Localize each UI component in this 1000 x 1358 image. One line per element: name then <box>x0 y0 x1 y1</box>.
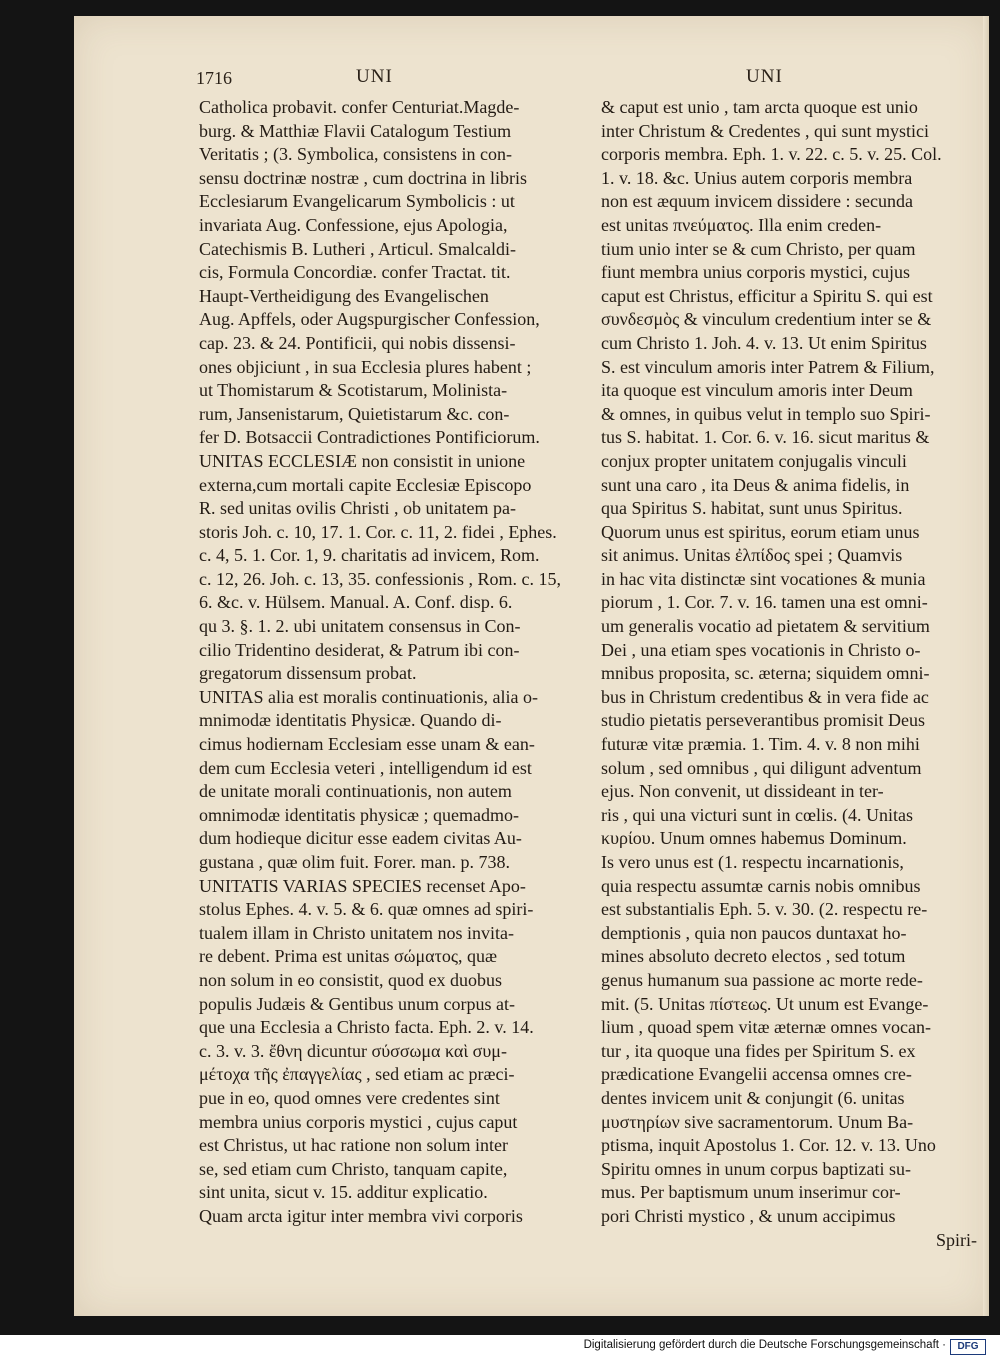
text-line: Aug. Apffels, oder Augspurgischer Confession, <box>199 309 540 330</box>
text-line: stolus Ephes. 4. v. 5. & 6. quæ omnes ad spiri- <box>199 899 534 920</box>
text-line: invariata Aug. Confessione, ejus Apologia, <box>199 214 508 235</box>
text-line: Ecclesiarum Evangelicarum Symbolicis : ut <box>199 191 515 212</box>
text-line: de unitate morali continuationis, non autem <box>199 781 512 802</box>
text-line: Spiritu omnes in unum corpus baptizati su- <box>601 1158 911 1179</box>
text-line: dum hodieque dicitur esse eadem civitas Au- <box>199 828 522 849</box>
text-line: prædicatione Evangelii accensa omnes cre- <box>601 1064 912 1085</box>
text-line: ita quoque est vinculum amoris inter Deum <box>601 380 913 401</box>
text-line: demptionis , quia non paucos duntaxat ho- <box>601 922 907 943</box>
text-line: mnimodæ identitatis Physicæ. Quando di- <box>199 710 502 731</box>
text-line: rum, Jansenistarum, Quietistarum &c. con- <box>199 403 510 424</box>
text-line: ones objiciunt , in sua Ecclesia plures habent ; <box>199 356 532 377</box>
dfg-logo: DFG <box>950 1339 986 1355</box>
text-line: non solum in eo consistit, quod ex duobus <box>199 969 502 990</box>
text-line: pori Christi mystico , & unum accipimus <box>601 1205 896 1226</box>
text-line: 1. v. 18. &c. Unius autem corporis membra <box>601 167 913 188</box>
text-line: storis Joh. c. 10, 17. 1. Cor. c. 11, 2. fidei , Ephes. <box>199 521 557 542</box>
text-line: conjux propter unitatem conjugalis vinculi <box>601 450 907 471</box>
text-line: non est æquum invicem dissidere : secunda <box>601 191 913 212</box>
text-line: tur , ita quoque una fides per Spiritum S. ex <box>601 1040 916 1061</box>
funding-credit: Digitalisierung gefördert durch die Deutsche Forschungsgemeinschaft · <box>583 1339 946 1351</box>
text-line: gustana , quæ olim fuit. Forer. man. p. 738. <box>199 852 510 872</box>
text-line: populis Judæis & Gentibus unum corpus at- <box>199 993 515 1014</box>
text-line: externa,cum mortali capite Ecclesiæ Episcopo <box>199 474 532 495</box>
text-line: Quorum unus est spiritus, eorum etiam unus <box>601 521 920 542</box>
text-line: S. est vinculum amoris inter Patrem & Filium, <box>601 356 935 377</box>
text-line: inter Christum & Credentes , qui sunt mystici <box>601 120 929 141</box>
text-line: Catechismis B. Lutheri , Articul. Smalcaldi- <box>199 238 516 259</box>
text-line: c. 12, 26. Joh. c. 13, 35. confessionis , Rom. c. 15, <box>199 568 561 589</box>
text-line: sit animus. Unitas ἐλπίδος spei ; Quamvis <box>601 545 903 566</box>
text-line: futuræ vitæ præmia. 1. Tim. 4. v. 8 non mihi <box>601 734 920 755</box>
left-catchword: UNI <box>356 66 393 87</box>
text-line: re debent. Prima est unitas σώματος, quæ <box>199 946 497 967</box>
text-line: tualem illam in Christo unitatem nos invita- <box>199 922 514 943</box>
text-line: mines absoluto decreto electos , sed totum <box>601 946 906 967</box>
text-line: tium unio inter se & cum Christo, per quam <box>601 238 916 259</box>
text-line: sunt una caro , ita Deus & anima fidelis, in <box>601 474 910 495</box>
text-line: qua Spiritus S. habitat, sunt unus Spiritus. <box>601 498 903 519</box>
text-line: mit. (5. Unitas πίστεως. Ut unum est Evange- <box>601 993 929 1014</box>
footer-bar <box>0 1335 1000 1358</box>
text-line: c. 4, 5. 1. Cor. 1, 9. charitatis ad invicem, Rom. <box>199 545 540 566</box>
text-line: est Christus, ut hac ratione non solum inter <box>199 1135 508 1156</box>
text-line: Catholica probavit. confer Centuriat.Magde- <box>199 97 520 117</box>
text-line: fiunt membra unius corporis mystici, cujus <box>601 262 910 283</box>
text-line: ut Thomistarum & Scotistarum, Molinista- <box>199 380 508 401</box>
right-catchword: UNI <box>746 66 783 87</box>
text-line: tus S. habitat. 1. Cor. 6. v. 16. sicut maritus & <box>601 427 930 448</box>
text-line: cilio Tridentino desiderat, & Patrum ibi con- <box>199 639 520 660</box>
left-text-column <box>199 96 569 1229</box>
text-line: que una Ecclesia a Christo facta. Eph. 2. v. 14. <box>199 1017 534 1038</box>
text-line: mus. Per baptismum unum inserimur cor- <box>601 1182 901 1203</box>
text-line: ptisma, inquit Apostolus 1. Cor. 12. v. 13. Uno <box>601 1135 936 1156</box>
text-line: UNITAS alia est moralis continuationis, alia o- <box>199 686 538 707</box>
text-line: cimus hodiernam Ecclesiam esse unam & ean- <box>199 734 535 755</box>
text-line: est unitas πνεύματος. Illa enim creden- <box>601 214 882 235</box>
text-line: um generalis vocatio ad pietatem & servitium <box>601 616 930 637</box>
text-line: burg. & Matthiæ Flavii Catalogum Testium <box>199 120 512 141</box>
text-line: omnimodæ identitatis physicæ ; quemadmo- <box>199 804 519 825</box>
text-line: quia respectu assumtæ carnis nobis omnibus <box>601 875 921 896</box>
text-line: ejus. Non convenit, ut dissideant in ter- <box>601 781 884 802</box>
text-line: dem cum Ecclesia veteri , intelligendum id est <box>199 757 532 778</box>
text-line: pue in eo, quod omnes vere credentes sint <box>199 1087 500 1108</box>
text-line: μέτοχα τῆς ἐπαγγελίας , sed etiam ac præci- <box>199 1064 515 1085</box>
text-line: sensu doctrinæ nostræ , cum doctrina in libris <box>199 167 527 188</box>
text-line: genus humanum sua passione ac morte rede- <box>601 969 923 990</box>
page-edge-shadow <box>983 16 989 1316</box>
text-line: caput est Christus, efficitur a Spiritu S. qui est <box>601 285 933 306</box>
text-line: & omnes, in quibus velut in templo suo Spiri- <box>601 403 931 424</box>
right-text-column <box>601 96 977 1252</box>
text-line: corporis membra. Eph. 1. v. 22. c. 5. v. 25. Col. <box>601 144 942 165</box>
book-page <box>74 16 989 1316</box>
text-line: Veritatis ; (3. Symbolica, consistens in con- <box>199 144 512 165</box>
text-line: Haupt-Vertheidigung des Evangelischen <box>199 285 489 306</box>
running-header <box>74 64 989 94</box>
text-line: & caput est unio , tam arcta quoque est unio <box>601 97 918 117</box>
text-line: piorum , 1. Cor. 7. v. 16. tamen una est omni- <box>601 592 928 613</box>
text-line: Quam arcta igitur inter membra vivi corporis <box>199 1205 523 1226</box>
text-line: sint unita, sicut v. 15. additur explicatio. <box>199 1182 488 1203</box>
text-line: Spiri- <box>935 1229 977 1250</box>
text-line: ris , qui una victuri sunt in cœlis. (4. Unitas <box>601 804 913 825</box>
text-line: est substantialis Eph. 5. v. 30. (2. respectu re- <box>601 899 928 920</box>
text-line: 6. &c. v. Hülsem. Manual. A. Conf. disp. 6. <box>199 592 513 613</box>
text-line: συνδεσμὸς & vinculum credentium inter se & <box>601 309 932 330</box>
text-line: membra unius corporis mystici , cujus caput <box>199 1111 518 1132</box>
text-line: cap. 23. & 24. Pontificii, qui nobis dissensi- <box>199 332 516 353</box>
text-line: lium , quoad spem vitæ æternæ omnes vocan- <box>601 1017 931 1038</box>
text-line: Is vero unus est (1. respectu incarnationis, <box>601 852 904 872</box>
text-line: gregatorum dissensum probat. <box>199 663 417 684</box>
text-line: se, sed etiam cum Christo, tanquam capite, <box>199 1158 508 1179</box>
text-line: UNITATIS VARIAS SPECIES recenset Apo- <box>199 875 526 896</box>
text-line: c. 3. v. 3. ἔθνη dicuntur σύσσωμα καὶ συμ- <box>199 1040 507 1061</box>
text-line: Dei , una etiam spes vocationis in Christo o- <box>601 639 921 660</box>
text-line: κυρίου. Unum omnes habemus Dominum. <box>601 828 907 849</box>
text-line: solum , sed omnibus , qui diligunt adventum <box>601 757 922 778</box>
text-line: UNITAS ECCLESIÆ non consistit in unione <box>199 450 526 471</box>
text-line: qu 3. §. 1. 2. ubi unitatem consensus in Con- <box>199 616 521 637</box>
text-line: cum Christo 1. Joh. 4. v. 13. Ut enim Spiritus <box>601 332 927 353</box>
text-line: μυστηρίων sive sacramentorum. Unum Ba- <box>601 1111 914 1132</box>
page-number: 1716 <box>196 68 232 88</box>
text-line: bus in Christum credentibus & in vera fide ac <box>601 686 929 707</box>
text-line: studio pietatis perseverantibus promisit Deus <box>601 710 925 731</box>
text-line: in hac vita distinctæ sint vocationes & munia <box>601 568 926 589</box>
text-line: R. sed unitas ovilis Christi , ob unitatem pa- <box>199 498 516 519</box>
text-line: cis, Formula Concordiæ. confer Tractat. tit. <box>199 262 511 283</box>
text-line: dentes invicem unit & conjungit (6. unitas <box>601 1087 905 1108</box>
text-line: mnibus proposita, sc. æterna; siquidem omni- <box>601 663 930 684</box>
text-line: fer D. Botsaccii Contradictiones Pontificiorum. <box>199 427 540 448</box>
